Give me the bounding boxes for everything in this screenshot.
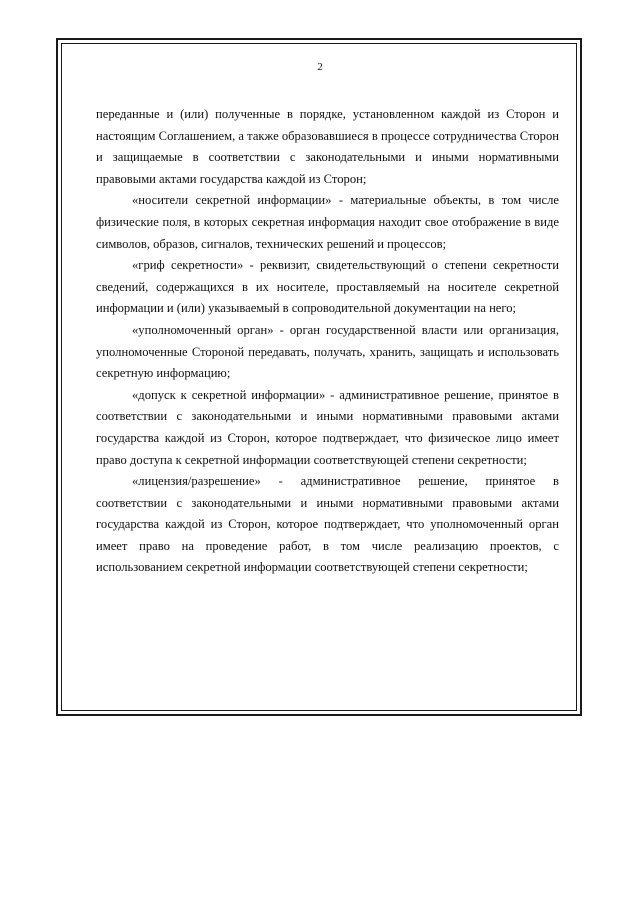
document-body <box>96 104 559 579</box>
paragraph-definition-clearance: «допуск к секретной информации» - административное решение, принятое в соответствии с законодательными и иными нормативными правовыми актами государства каждой из Сторон, которое подтверждает, что физическое лицо имеет право доступа к секретной информации соответствующей степени секретности; <box>96 387 559 467</box>
paragraph-continuation: переданные и (или) полученные в порядке, установленном каждой из Сторон и настоящим Соглашением, а также образовавшиеся в процессе сотрудничества Сторон и защищаемые в соответствии с законодательными и иными нормативными правовыми актами государства каждой из Сторон; <box>96 107 559 186</box>
paragraph-definition-license: «лицензия/разрешение» - административное решение, принятое в соответствии с законодательными и иными нормативными правовыми актами государства каждой из Сторон, которое подтверждает, что уполномоченный орган имеет право на проведение работ, в том числе реализацию проектов, с использованием секретной информации соответствующей степени секретности; <box>96 474 559 575</box>
paragraph-definition-authorized-body: «уполномоченный орган» - орган государственной власти или организация, уполномоченные Стороной передавать, получать, хранить, защищать и использовать секретную информацию; <box>96 322 559 381</box>
paragraph-definition-secret-media: «носители секретной информации» - материальные объекты, в том числе физические поля, в которых секретная информация находит свое отображение в виде символов, образов, сигналов, технических решений и процессов; <box>96 193 559 251</box>
paragraph-definition-classification-mark: «гриф секретности» - реквизит, свидетельствующий о степени секретности сведений, содержащихся в их носителе, проставляемый на носителе секретной информации и (или) указываемый в сопроводительной документации на него; <box>96 258 559 316</box>
page-number: 2 <box>317 61 323 73</box>
